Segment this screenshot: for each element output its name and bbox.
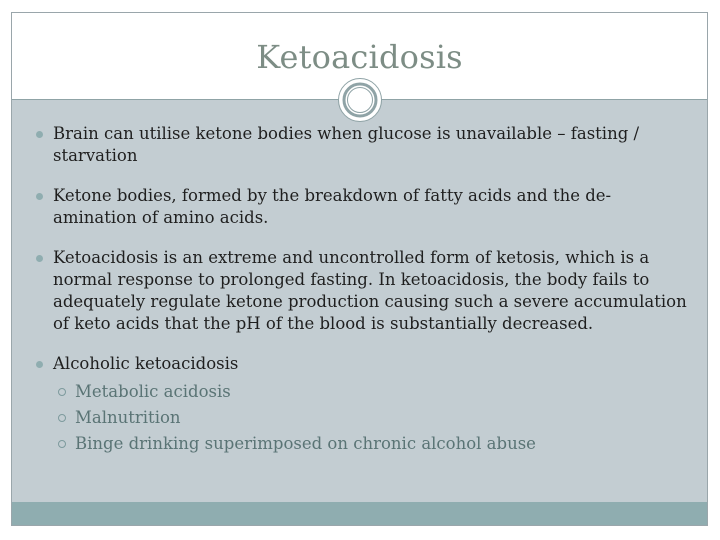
bullet-item [34, 123, 694, 167]
sub-bullet-item [53, 379, 694, 405]
bullet-item [34, 353, 694, 457]
slide-title: Ketoacidosis [256, 38, 463, 76]
bullet-list [34, 123, 694, 475]
bullet-item [34, 185, 694, 229]
hollow-circle-bullet-icon [58, 414, 66, 422]
sub-bullet-list [53, 379, 694, 457]
filled-circle-bullet-icon [36, 255, 43, 262]
hollow-circle-bullet-icon [58, 388, 66, 396]
sub-bullet-text: Binge drinking superimposed on chronic alcohol abuse [75, 434, 536, 453]
circle-ring-icon [338, 78, 382, 122]
sub-bullet-item [53, 431, 694, 457]
sub-bullet-text: Metabolic acidosis [75, 382, 231, 401]
bullet-text: Ketone bodies, formed by the breakdown of fatty acids and the de-amination of amino acids. [53, 186, 612, 227]
filled-circle-bullet-icon [36, 361, 43, 368]
filled-circle-bullet-icon [36, 193, 43, 200]
sub-bullet-text: Malnutrition [75, 408, 181, 427]
footer-band [12, 502, 707, 525]
filled-circle-bullet-icon [36, 131, 43, 138]
hollow-circle-bullet-icon [58, 440, 66, 448]
bullet-item [34, 247, 694, 335]
bullet-text: Alcoholic ketoacidosis [53, 354, 239, 373]
bullet-text: Brain can utilise ketone bodies when glucose is unavailable – fasting / starvation [53, 124, 640, 165]
bullet-text: Ketoacidosis is an extreme and uncontrolled form of ketosis, which is a normal response to prolonged fasting. In ketoacidosis, the body fails to adequately regulate ketone production causing such a severe accumulation of keto acids that the pH of the blood is substantially decreased. [53, 248, 687, 333]
sub-bullet-item [53, 405, 694, 431]
